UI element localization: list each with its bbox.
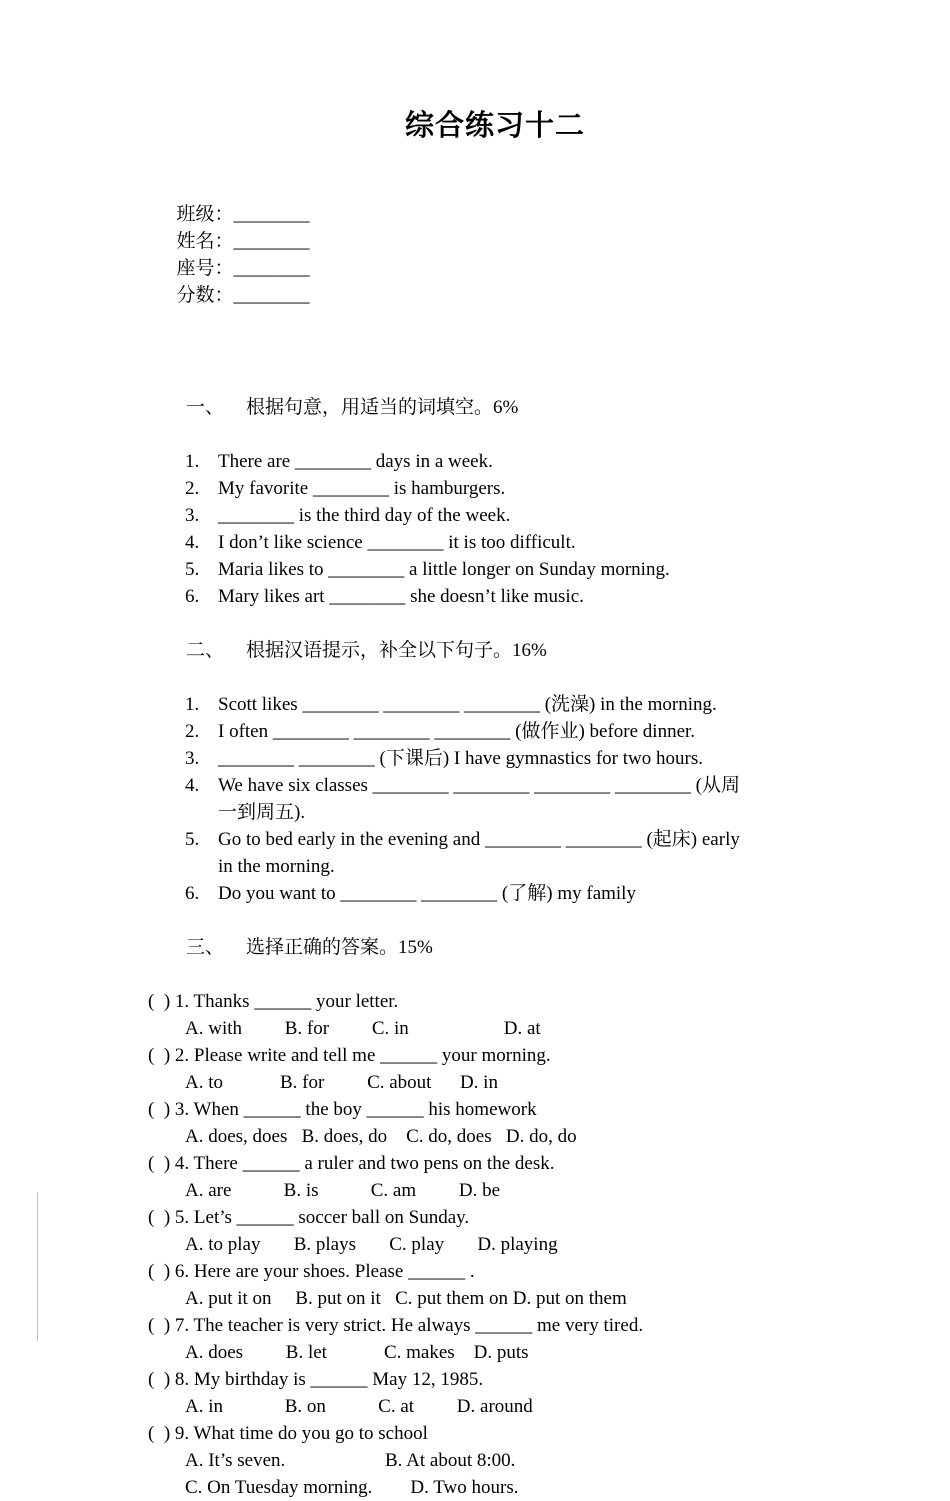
- choice-question: [148, 1312, 842, 1366]
- section-1-title: 根据句意，用适当的词填空。6%: [246, 397, 519, 418]
- choice-question: [148, 1258, 842, 1312]
- section-3-heading: [148, 907, 842, 988]
- item-number: 3.: [185, 748, 200, 769]
- completion-item: [148, 772, 842, 826]
- choice-options: A. to B. for C. about D. in: [185, 1072, 498, 1093]
- seat-field: [177, 255, 310, 282]
- fill-blank-item: [148, 502, 842, 529]
- name-blank: ________: [233, 231, 310, 252]
- item-text: There are ________ days in a week.: [218, 451, 493, 472]
- item-line: I often ________ ________ ________ (做作业) before dinner.: [218, 721, 696, 742]
- completion-item: [148, 826, 842, 880]
- document-title: 综合练习十二: [404, 110, 585, 142]
- item-line: Go to bed early in the evening and ________ ________ (起床) early: [218, 829, 740, 850]
- item-text: Maria likes to ________ a little longer on Sunday morning.: [218, 559, 670, 580]
- section-1-number: 一、: [186, 397, 225, 418]
- choice-options: A. in B. on C. at D. around: [185, 1396, 533, 1417]
- choice-options: A. does, does B. does, do C. do, does D. do, do: [185, 1126, 577, 1147]
- choice-question: [148, 1420, 842, 1501]
- completion-item: [148, 745, 842, 772]
- seat-blank: ________: [233, 258, 310, 279]
- choice-options: A. are B. is C. am D. be: [185, 1180, 501, 1201]
- choice-question: [148, 1204, 842, 1258]
- choice-question: [148, 1096, 842, 1150]
- question-text: ( ) 5. Let’s ______ soccer ball on Sunday.: [148, 1207, 470, 1228]
- choice-question: [148, 988, 842, 1042]
- student-info-line: [148, 174, 842, 336]
- section-2-title: 根据汉语提示，补全以下句子。16%: [246, 640, 547, 661]
- item-line: in the morning.: [218, 856, 335, 877]
- question-text: ( ) 2. Please write and tell me ______ your morning.: [148, 1045, 551, 1066]
- question-text: ( ) 4. There ______ a ruler and two pens on the desk.: [148, 1153, 555, 1174]
- item-line: ________ ________ (下课后) I have gymnastics for two hours.: [218, 748, 703, 769]
- question-text: ( ) 1. Thanks ______ your letter.: [148, 991, 399, 1012]
- completion-item: [148, 718, 842, 745]
- item-text: [218, 718, 842, 745]
- name-field: [177, 228, 310, 255]
- choice-options: A. with B. for C. in D. at: [185, 1018, 541, 1039]
- question-text: ( ) 3. When ______ the boy ______ his homework: [148, 1099, 537, 1120]
- item-number: 5.: [185, 829, 200, 850]
- section-3-number: 三、: [186, 937, 225, 958]
- score-blank: ________: [233, 285, 310, 306]
- item-number: 6.: [185, 883, 200, 904]
- choice-options: C. On Tuesday morning. D. Two hours.: [185, 1477, 519, 1498]
- item-number: 1.: [185, 451, 200, 472]
- page-edge-line: [37, 1192, 38, 1341]
- item-number: 6.: [185, 586, 200, 607]
- fill-blank-item: [148, 475, 842, 502]
- choice-question: [148, 1366, 842, 1420]
- item-number: 4.: [185, 775, 200, 796]
- item-text: ________ is the third day of the week.: [218, 505, 511, 526]
- section-2-heading: [148, 610, 842, 691]
- item-text: I don’t like science ________ it is too difficult.: [218, 532, 576, 553]
- item-number: 3.: [185, 505, 200, 526]
- fill-blank-item: [148, 448, 842, 475]
- class-label: 班级：: [176, 204, 234, 225]
- section-3-title: 选择正确的答案。15%: [246, 937, 433, 958]
- fill-blank-item: [148, 529, 842, 556]
- item-text: Mary likes art ________ she doesn’t like music.: [218, 586, 584, 607]
- item-text: [218, 745, 842, 772]
- completion-item: [148, 691, 842, 718]
- choice-question: [148, 1150, 842, 1204]
- section-2-number: 二、: [186, 640, 225, 661]
- class-field: [177, 201, 310, 228]
- document-body: [148, 367, 842, 1501]
- item-number: 1.: [185, 694, 200, 715]
- item-line: Do you want to ________ ________ (了解) my family: [218, 883, 636, 904]
- seat-label: 座号：: [176, 258, 234, 279]
- item-text: My favorite ________ is hamburgers.: [218, 478, 506, 499]
- class-blank: ________: [233, 204, 310, 225]
- item-text: [218, 880, 842, 907]
- item-line: Scott likes ________ ________ ________ (洗澡) in the morning.: [218, 694, 717, 715]
- fill-blank-item: [148, 556, 842, 583]
- choice-options: A. put it on B. put on it C. put them on D. put on them: [185, 1288, 627, 1309]
- name-label: 姓名：: [176, 231, 234, 252]
- question-text: ( ) 8. My birthday is ______ May 12, 1985.: [148, 1369, 484, 1390]
- item-number: 5.: [185, 559, 200, 580]
- choice-question: [148, 1042, 842, 1096]
- question-text: ( ) 6. Here are your shoes. Please ______ .: [148, 1261, 475, 1282]
- item-number: 4.: [185, 532, 200, 553]
- item-text: [218, 826, 842, 880]
- choice-options: A. to play B. plays C. play D. playing: [185, 1234, 558, 1255]
- item-line: We have six classes ________ ________ ________ ________ (从周: [218, 775, 740, 796]
- fill-blank-item: [148, 583, 842, 610]
- section-1-heading: [148, 367, 842, 448]
- question-text: ( ) 9. What time do you go to school: [148, 1423, 428, 1444]
- score-label: 分数：: [176, 285, 234, 306]
- item-number: 2.: [185, 478, 200, 499]
- choice-options: A. does B. let C. makes D. puts: [185, 1342, 529, 1363]
- item-text: [218, 772, 842, 826]
- item-number: 2.: [185, 721, 200, 742]
- item-line: 一到周五).: [218, 802, 306, 823]
- choice-options: A. It’s seven. B. At about 8:00.: [185, 1450, 516, 1471]
- question-text: ( ) 7. The teacher is very strict. He always ______ me very tired.: [148, 1315, 644, 1336]
- item-text: [218, 691, 842, 718]
- score-field: [177, 282, 310, 309]
- completion-item: [148, 880, 842, 907]
